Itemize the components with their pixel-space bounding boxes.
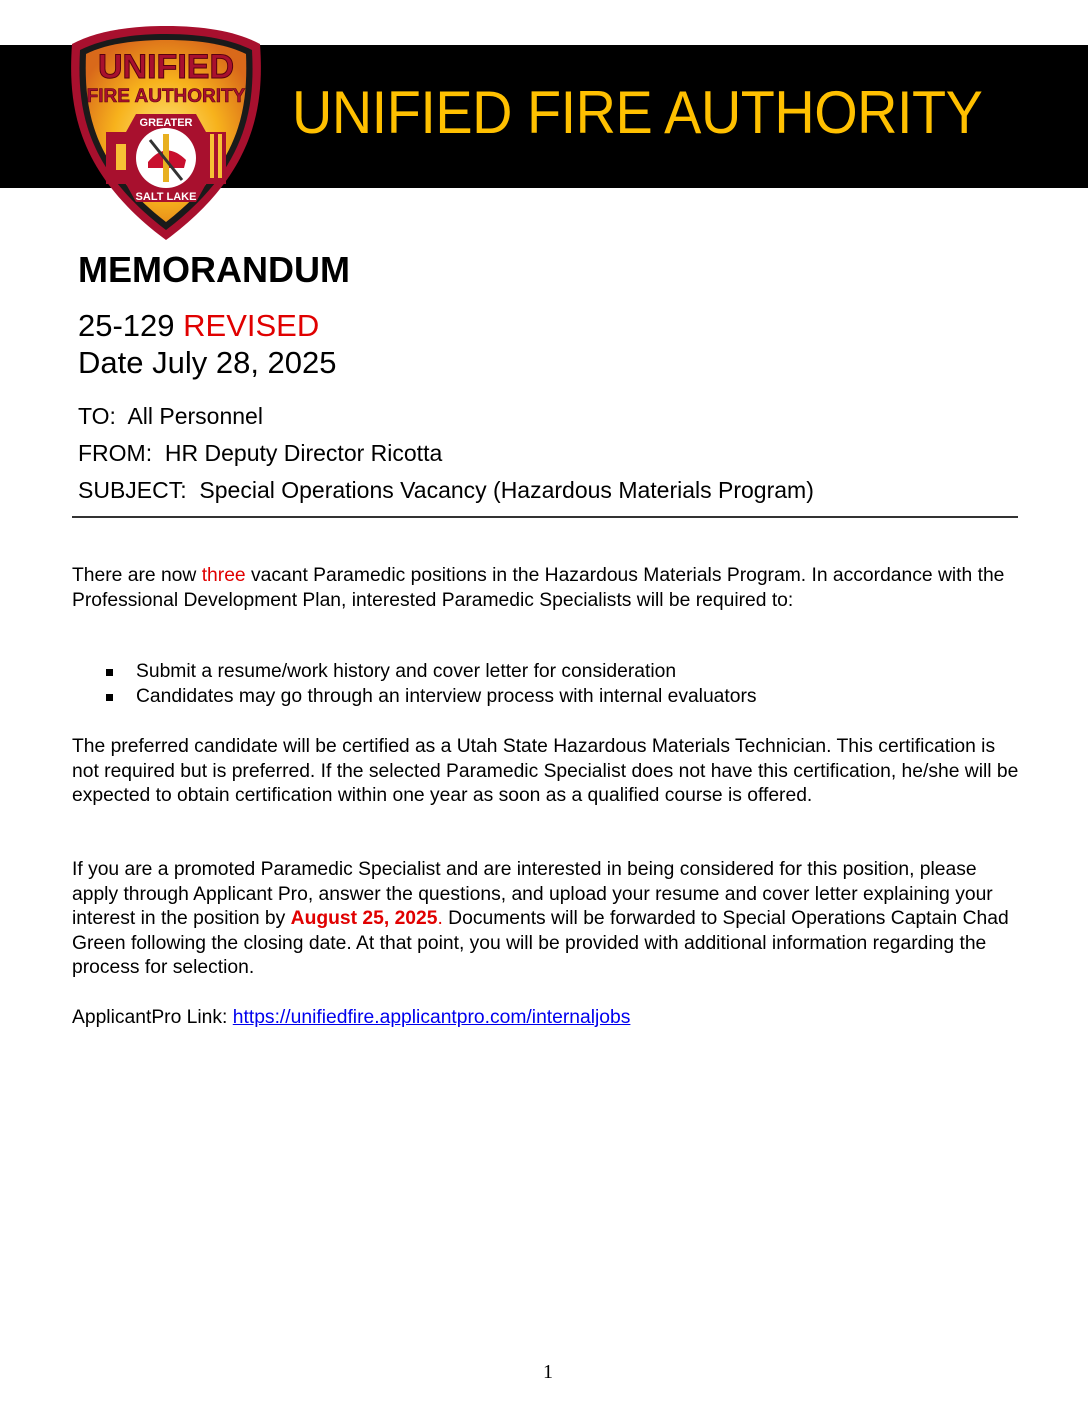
paragraph-vacancy bbox=[72, 564, 1022, 613]
paragraph-certification: The preferred candidate will be certified as a Utah State Hazardous Materials Technician. This certification is not required but is preferred. If the selected Paramedic Specialist does not have this certification, he/she will be expected to obtain certification within one year as soon as a qualified course is offered. bbox=[72, 736, 1019, 806]
square-bullet-icon bbox=[106, 669, 113, 676]
svg-text:GREATER: GREATER bbox=[139, 117, 193, 129]
p1-text-before: There are now bbox=[72, 565, 202, 586]
memo-number: 25-129 bbox=[78, 308, 175, 343]
square-bullet-icon bbox=[106, 694, 113, 701]
from-label: FROM: bbox=[78, 440, 153, 466]
memo-date: Date July 28, 2025 bbox=[78, 345, 337, 380]
from-value: HR Deputy Director Ricotta bbox=[164, 440, 443, 466]
list-item-text: Submit a resume/work history and cover letter for consideration bbox=[136, 661, 677, 682]
list-item bbox=[100, 660, 1020, 685]
to-value: All Personnel bbox=[127, 403, 263, 429]
deadline-period: . bbox=[437, 908, 443, 929]
organization-title: UNIFIED FIRE AUTHORITY bbox=[292, 79, 983, 146]
subject-value: Special Operations Vacancy (Hazardous Materials Program) bbox=[199, 477, 814, 503]
header-divider bbox=[72, 516, 1018, 518]
page-number: 1 bbox=[543, 1361, 553, 1383]
memo-number-line bbox=[78, 307, 319, 345]
p1-text-after: vacant Paramedic positions in the Hazardous Materials Program. In accordance with the Professional Development Plan, interested Paramedic Specialists will be required to: bbox=[72, 565, 1005, 611]
link-label: ApplicantPro Link: bbox=[72, 1007, 233, 1028]
svg-text:UNIFIED: UNIFIED bbox=[98, 48, 234, 86]
memo-heading: MEMORANDUM bbox=[78, 249, 350, 290]
p3-text-before: If you are a promoted Paramedic Specialist and are interested in being considered for this position, please apply through Applicant Pro, answer the questions, and upload your resume and cover letter explaining your interest in the position by bbox=[72, 859, 993, 929]
vacancy-count: three bbox=[201, 565, 246, 586]
revised-label: REVISED bbox=[183, 308, 320, 343]
list-item-text: Candidates may go through an interview process with internal evaluators bbox=[136, 685, 757, 707]
svg-text:FIRE AUTHORITY: FIRE AUTHORITY bbox=[86, 86, 246, 107]
memo-to-line bbox=[78, 402, 263, 430]
to-label: TO: bbox=[78, 403, 116, 429]
memo-from-line bbox=[78, 439, 442, 467]
requirements-list bbox=[100, 660, 1020, 709]
p3-text-after: Documents will be forwarded to Special Operations Captain Chad Green following the closing date. At that point, you will be provided with additional information regarding the process for selection. bbox=[72, 908, 1009, 978]
application-deadline: August 25, 2025 bbox=[290, 908, 438, 929]
subject-label: SUBJECT: bbox=[78, 477, 187, 503]
svg-text:SALT LAKE: SALT LAKE bbox=[135, 191, 197, 203]
paragraph-application bbox=[72, 858, 1022, 981]
fire-department-badge-icon bbox=[66, 22, 266, 244]
applicantpro-link[interactable]: https://unifiedfire.applicantpro.com/internaljobs bbox=[232, 1007, 631, 1028]
applicantpro-link-line bbox=[72, 1006, 1022, 1031]
list-item bbox=[100, 685, 1020, 710]
memo-subject-line bbox=[78, 476, 814, 504]
